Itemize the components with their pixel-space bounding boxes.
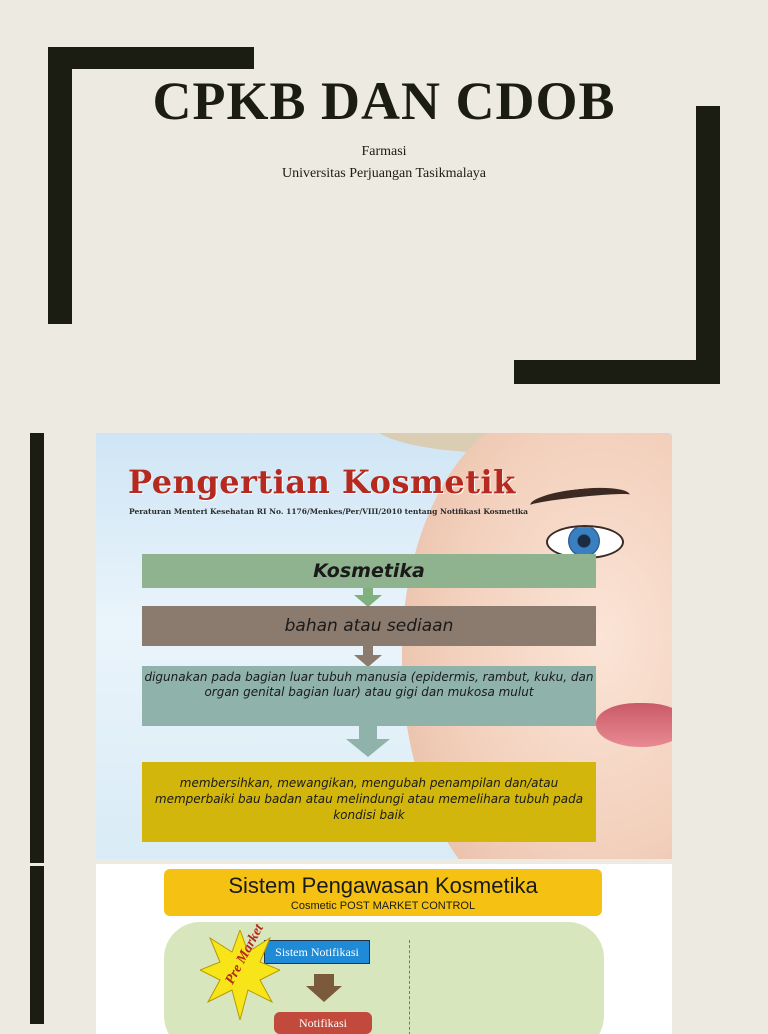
box-kosmetika: Kosmetika xyxy=(142,554,596,588)
box-digunakan: digunakan pada bagian luar tubuh manusia (epidermis, rambut, kuku, dan organ genital bagian luar) atau gigi dan mukosa mulut xyxy=(142,666,596,726)
sistem-notifikasi-box: Sistem Notifikasi xyxy=(264,940,370,964)
down-arrow-icon xyxy=(306,974,342,1004)
arrow-3-shaft xyxy=(359,726,377,740)
slide-sistem-pengawasan xyxy=(96,864,672,1034)
slide2-title: Pengertian Kosmetik xyxy=(128,463,516,501)
page-title: CPKB DAN CDOB xyxy=(152,71,616,131)
slide3-left-border xyxy=(30,866,44,1024)
divider-dashed xyxy=(409,940,410,1034)
subtitle-department: Farmasi xyxy=(361,144,407,159)
slide3-title: Sistem Pengawasan Kosmetika xyxy=(228,873,538,898)
slide-pengertian-kosmetik xyxy=(96,433,672,859)
frame-top-left-horizontal xyxy=(48,47,254,69)
notifikasi-box: Notifikasi xyxy=(274,1012,372,1034)
box-bahan-sediaan: bahan atau sediaan xyxy=(142,606,596,646)
frame-bottom-right-horizontal xyxy=(514,360,720,384)
slide3-subtitle: Cosmetic POST MARKET CONTROL xyxy=(290,900,476,912)
iris-image xyxy=(568,525,600,557)
arrow-3-head xyxy=(346,739,390,757)
pre-market-starburst xyxy=(200,921,280,1010)
slide3-header xyxy=(164,869,602,916)
pre-market-label: Pre Market xyxy=(222,921,267,988)
box-fungsi: membersihkan, mewangikan, mengubah penampilan dan/atau memperbaiki bau badan atau melindungi atau memelihara tubuh pada kondisi baik xyxy=(142,762,596,842)
subtitle-university: Universitas Perjuangan Tasikmalaya xyxy=(281,166,487,181)
slide2-regulation: Peraturan Menteri Kesehatan RI No. 1176/Menkes/Per/VIII/2010 tentang Notifikasi Kosmetika xyxy=(129,507,528,516)
slide2-left-border xyxy=(30,433,44,863)
